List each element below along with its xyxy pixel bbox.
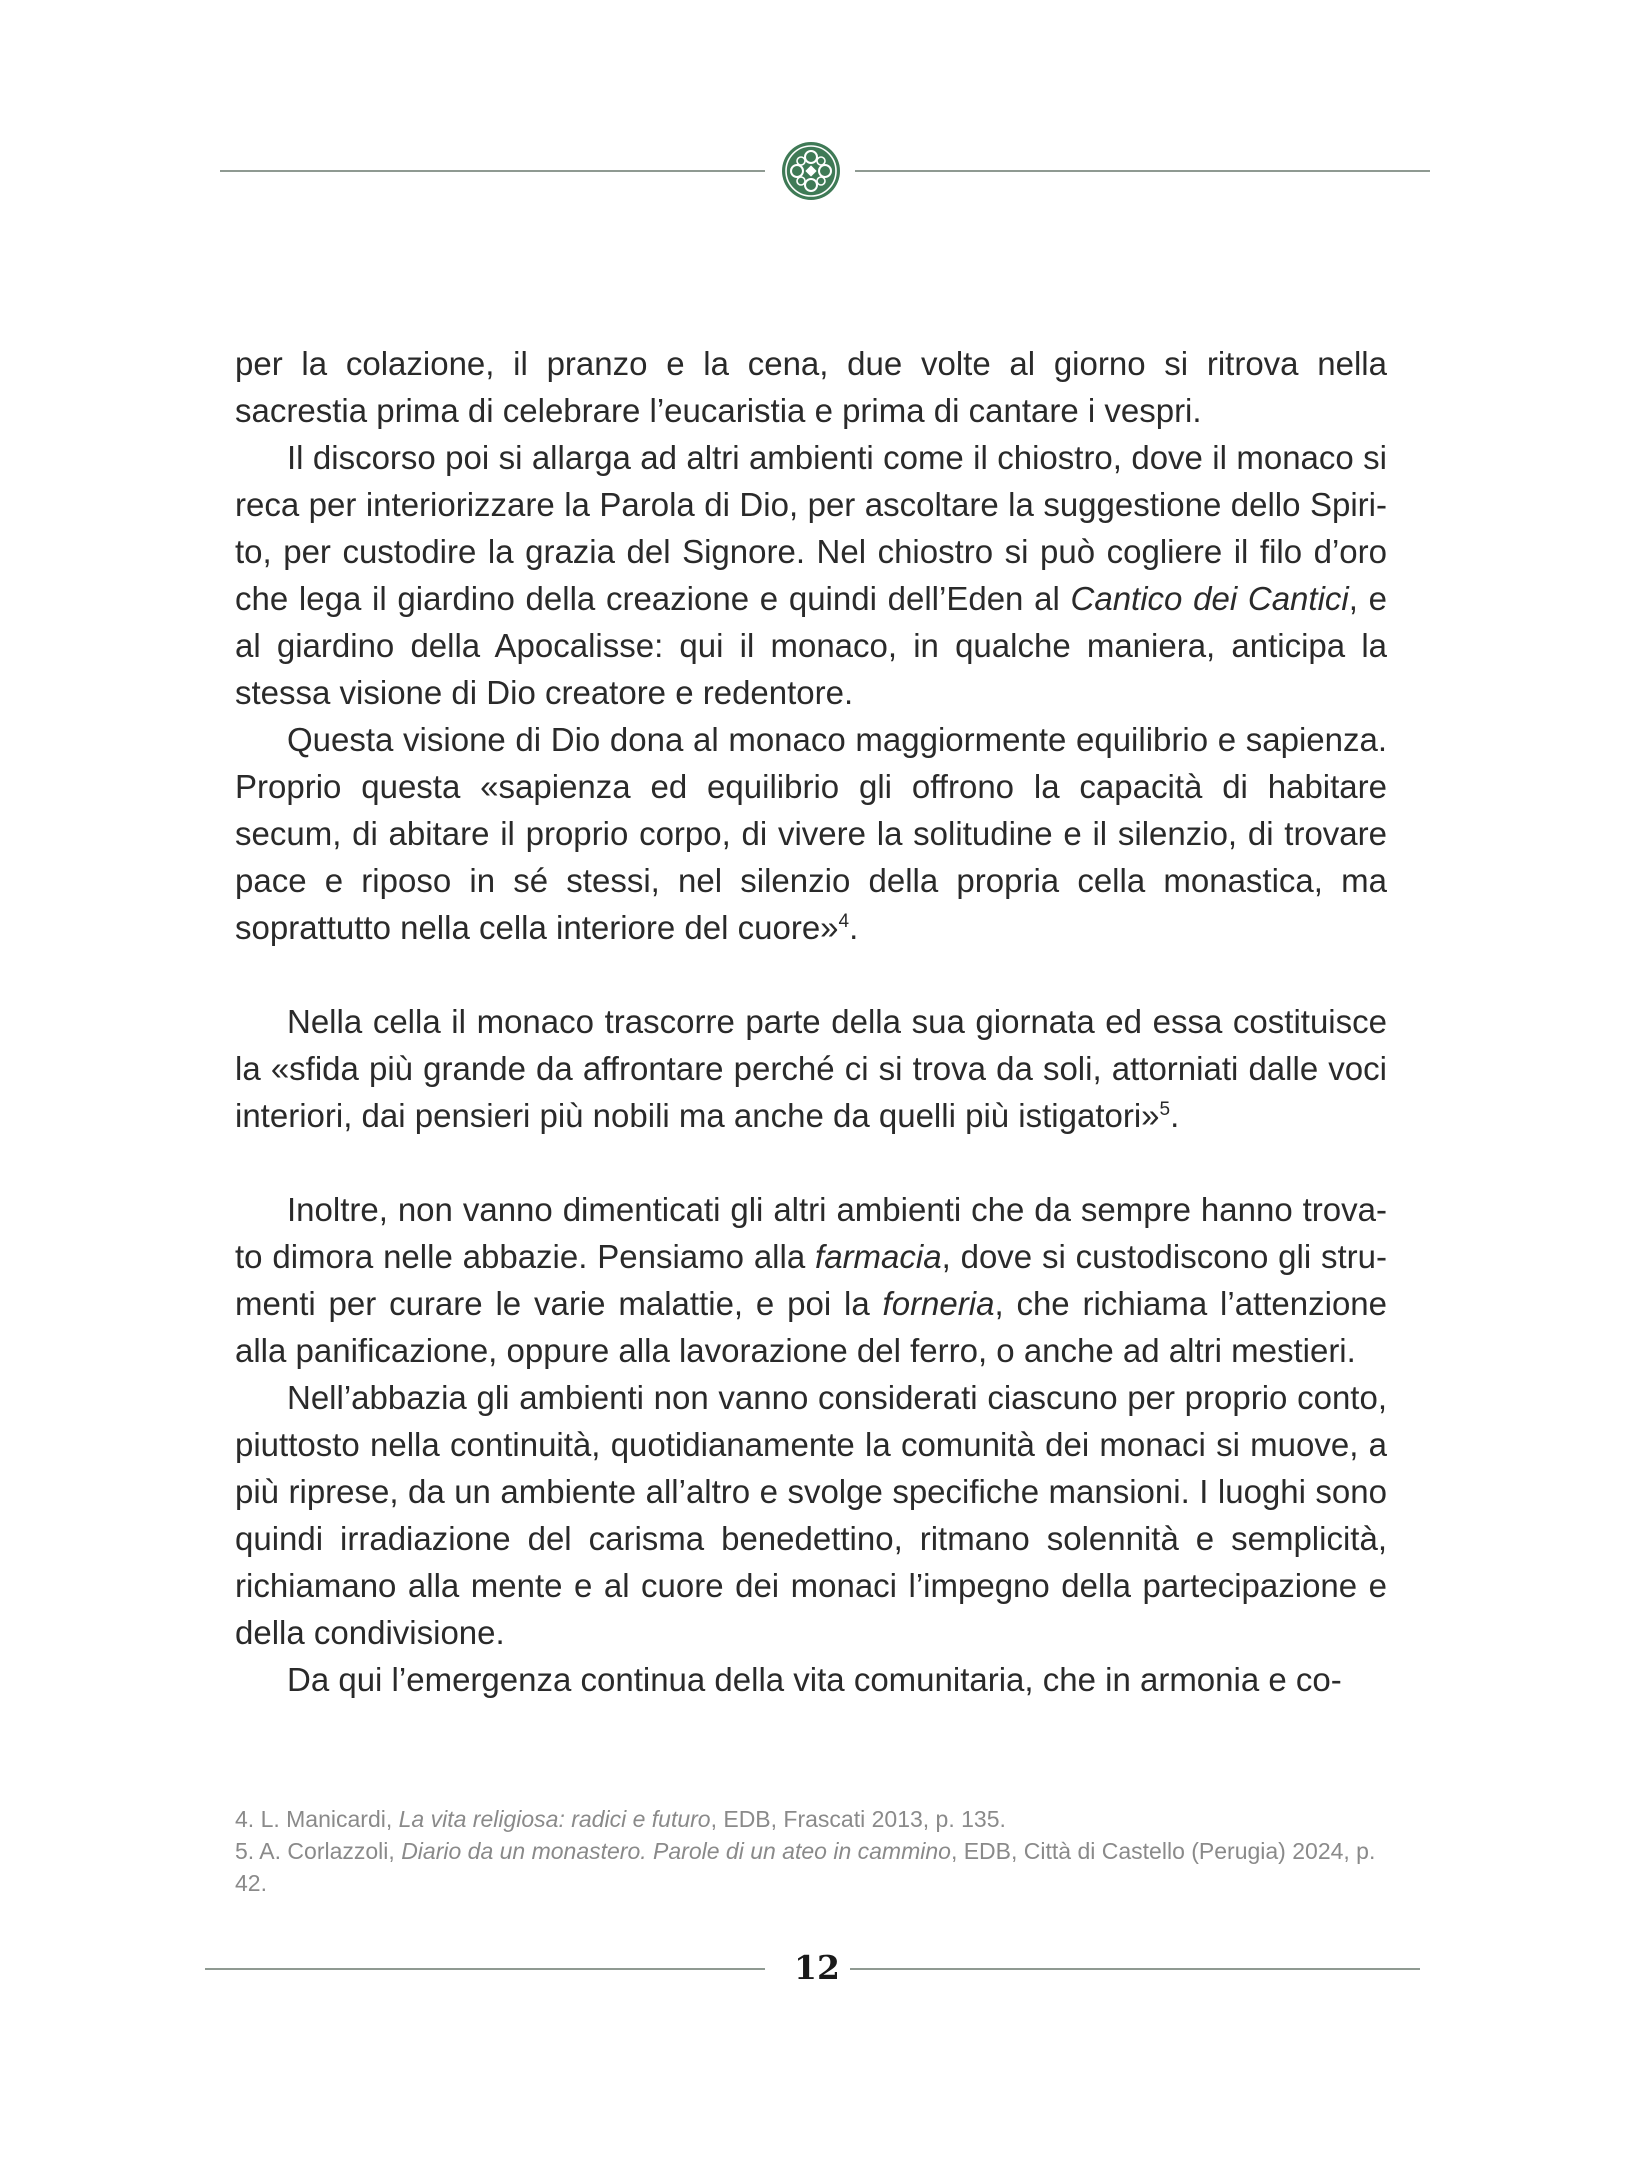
paragraph-1: per la colazione, il pranzo e la cena, due volte al giorno si ritrova nella sacrestia prima di celebrare l’eucaristia e prima di cantare i vespri. bbox=[235, 345, 1387, 429]
footer-rule-right bbox=[850, 1968, 1420, 1970]
italic-term-forneria: forneria bbox=[882, 1285, 995, 1322]
celtic-knot-icon bbox=[780, 140, 842, 202]
footnote-4: 4. L. Manicardi, La vita religiosa: radici e futuro, EDB, Frascati 2013, p. 135. bbox=[235, 1806, 1006, 1832]
italic-title-cantico: Cantico dei Cantici bbox=[1070, 580, 1349, 617]
footnotes bbox=[235, 1803, 1387, 1899]
body-text bbox=[235, 340, 1387, 1703]
footnote-ref-5: 5 bbox=[1159, 1099, 1171, 1120]
page-number: 12 bbox=[794, 1948, 840, 1987]
footer-rule-left bbox=[205, 1968, 765, 1970]
italic-term-farmacia: farmacia bbox=[815, 1238, 942, 1275]
footnote-5: 5. A. Corlazzoli, Diario da un monastero. Parole di un ateo in cammino, EDB, Città di Castello (Perugia) 2024, p. 42. bbox=[235, 1838, 1376, 1896]
header-rule-right bbox=[855, 170, 1430, 172]
footnote-ref-4: 4 bbox=[838, 911, 850, 932]
paragraph-3: Questa visione di Dio dona al monaco maggiormente equilibrio e sapienza. Proprio questa «sapienza ed equilibrio gli offrono la capacità di habitare secum, di abitare il proprio corpo, di vivere la solitudine e il silenzio, di trovare pace e riposo in sé stessi, nel silenzio della propria cella monastica, ma soprattutto nella cella interiore del cuore»$^4$. bbox=[235, 721, 1387, 946]
paragraph-4: Nella cella il monaco trascorre parte della sua giornata ed essa costituisce la «sfida più grande da affrontare perché ci si trova da soli, attorniati dalle voci interiori, dai pensieri più nobili ma anche da quelli più istigatori»$^5$. bbox=[235, 1003, 1387, 1134]
paragraph-2: Il discorso poi si allarga ad altri ambienti come il chiostro, dove il monaco si reca per interiorizzare la Parola di Dio, per ascoltare la suggestione dello Spirito, per custodire la grazia del Signore. Nel chiostro si può cogliere il filo d’oro che lega il giardino della creazione e quindi dell’Eden al Cantico dei Cantici, e al giardino della Apocalisse: qui il monaco, in qualche maniera, anticipa la stessa visione di Dio creatore e redentore. bbox=[235, 439, 1387, 711]
paragraph-7: Da qui l’emergenza continua della vita comunitaria, che in armonia e co- bbox=[287, 1661, 1342, 1698]
paragraph-6: Nell’abbazia gli ambienti non vanno considerati ciascuno per proprio conto, piuttosto nella continuità, quotidianamente la comunità dei monaci si muove, a più riprese, da un ambiente all’altro e svolge specifiche mansioni. I luoghi sono quindi irradiazione del carisma benedettino, ritmano solennità e semplicità, richiamano alla mente e al cuore dei monaci l’impegno della partecipazione e della condivisione. bbox=[235, 1379, 1387, 1651]
paragraph-5: Inoltre, non vanno dimenticati gli altri ambienti che da sempre hanno trovato dimora nelle abbazie. Pensiamo alla farmacia, dove si custodiscono gli strumenti per curare le varie malattie, e poi la forneria, che richiama l’attenzione alla panificazione, oppure alla lavorazione del ferro, o anche ad altri mestieri. bbox=[235, 1191, 1387, 1369]
header-rule-left bbox=[220, 170, 765, 172]
